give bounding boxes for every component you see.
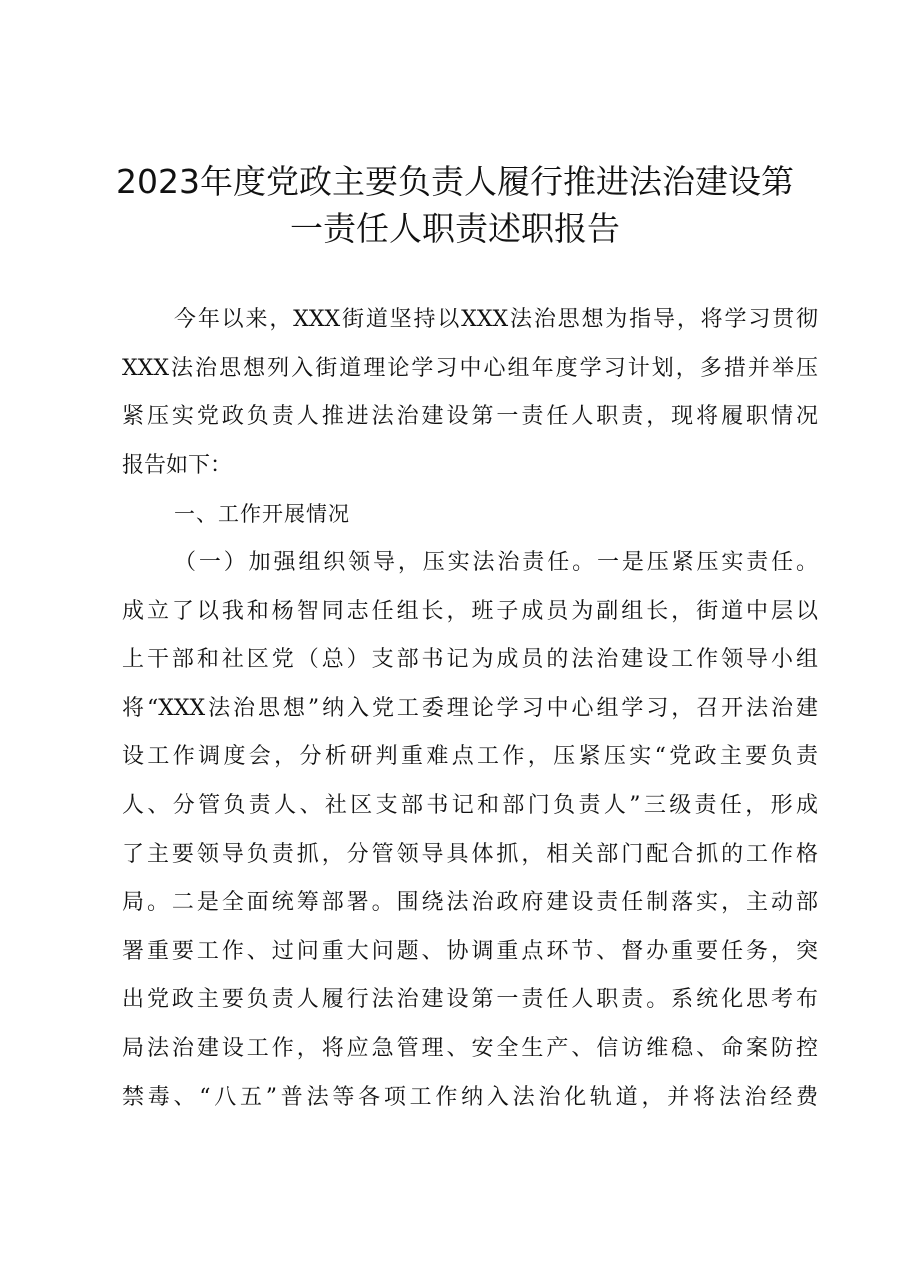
title-line-1: 2023年度党政主要负责人履行推进法治建设第: [116, 162, 794, 201]
paragraph-line: 了主要领导负责抓，分管领导具体抓，相关部门配合抓的工作格: [122, 841, 818, 867]
paragraph-line: 报告如下：: [122, 452, 233, 478]
section-heading: 一、工作开展情况: [174, 502, 350, 527]
paragraph-line: 成立了以我和杨智同志任组长，班子成员为副组长，街道中层以: [122, 598, 818, 624]
paragraph-line: （一）加强组织领导，压实法治责任。一是压紧压实责任。: [174, 549, 818, 575]
paragraph-line: 设工作调度会，分析研判重难点工作，压紧压实“党政主要负责: [122, 744, 818, 770]
paragraph-line: 上干部和社区党（总）支部书记为成员的法治建设工作领导小组: [122, 647, 818, 673]
paragraph-line: 紧压实党政负责人推进法治建设第一责任人职责，现将履职情况: [122, 404, 818, 430]
paragraph-line: 署重要工作、过问重大问题、协调重点环节、督办重要任务，突: [122, 938, 818, 964]
paragraph-line: 局法治建设工作，将应急管理、安全生产、信访维稳、命案防控: [122, 1035, 818, 1061]
title-line-2: 一责任人职责述职报告: [290, 209, 620, 248]
intro-paragraph: [122, 296, 818, 490]
section-paragraph: [122, 539, 818, 1122]
document-title: [100, 158, 810, 252]
paragraph-line: 今年以来，XXX街道坚持以XXX法治思想为指导，将学习贯彻: [174, 307, 818, 332]
paragraph-line: 将“XXX法治思想”纳入党工委理论学习中心组学习，召开法治建: [122, 695, 818, 721]
paragraph-line: 禁毒、“八五”普法等各项工作纳入法治化轨道，并将法治经费: [122, 1084, 818, 1110]
paragraph-line: 人、分管负责人、社区支部书记和部门负责人”三级责任，形成: [122, 792, 818, 818]
paragraph-line: 局。二是全面统筹部署。围绕法治政府建设责任制落实，主动部: [122, 890, 818, 916]
paragraph-line: XXX法治思想列入街道理论学习中心组年度学习计划，多措并举压: [122, 355, 818, 381]
document-body: [122, 296, 818, 1122]
paragraph-line: 出党政主要负责人履行法治建设第一责任人职责。系统化思考布: [122, 987, 818, 1013]
